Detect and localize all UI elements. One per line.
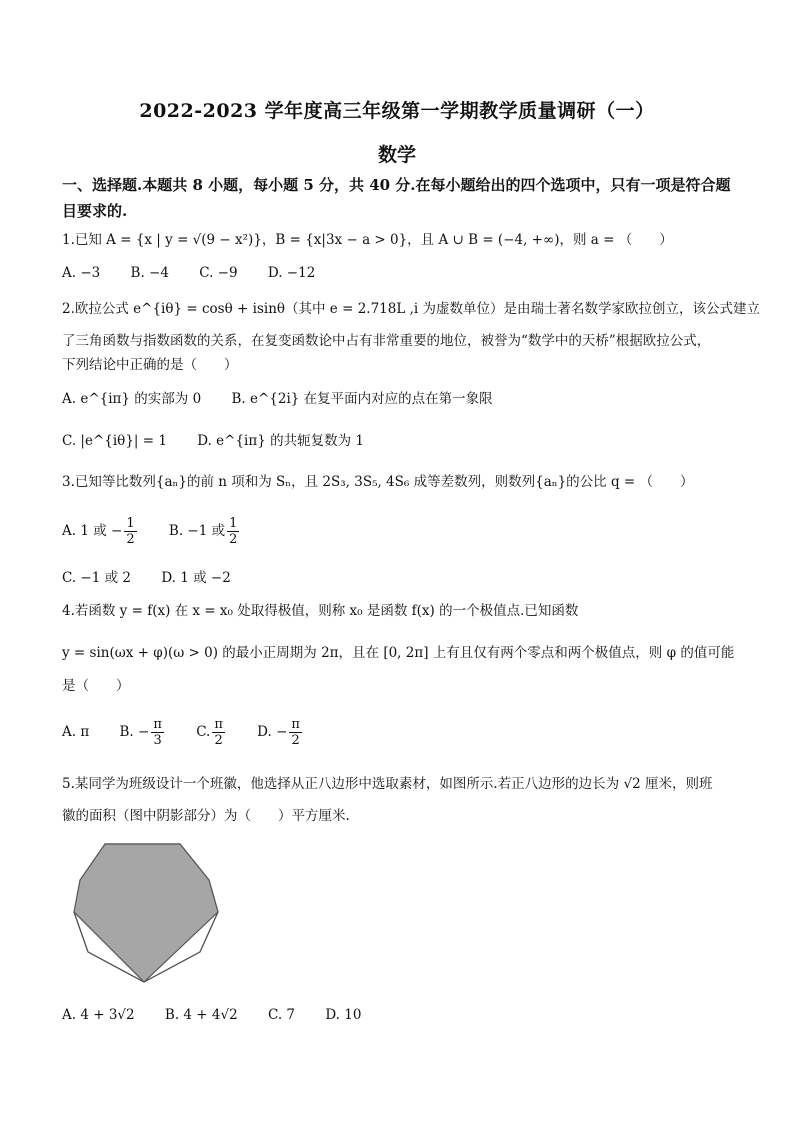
q2-options-row1 [62, 388, 519, 410]
fraction-half [227, 516, 239, 547]
q5-option-b: B. 4 + 4√2 [164, 1007, 238, 1023]
q3-option-b-prefix: B. −1 或 [168, 523, 226, 539]
frac-num: π [153, 717, 162, 732]
q5-option-a: A. 4 + 3√2 [62, 1007, 135, 1023]
q3-stem: 3.已知等比数列{aₙ}的前 n 项和为 Sₙ，且 2S₃, 3S₅, 4S₆ 成等差数列，则数列{aₙ}的公比 q = （ ） [62, 474, 694, 490]
q3-option-d: D. 1 或 −2 [161, 570, 231, 586]
q1-option-b: B. −4 [130, 265, 169, 281]
q1-option-d: D. −12 [267, 265, 316, 281]
q1-options [62, 262, 341, 284]
q3-option-a [62, 516, 139, 547]
q4-option-a: A. π [62, 724, 90, 740]
frac-den: 3 [153, 733, 162, 748]
q4-option-d [257, 717, 304, 748]
frac-den: 2 [291, 733, 300, 748]
q5-stem-line1: 5.某同学为班级设计一个班徽，他选择从正八边形中选取素材，如图所示.若正八边形的边长为 √2 厘米，则班 [62, 776, 713, 792]
shaded-region [74, 844, 218, 982]
q1-option-a: A. −3 [62, 265, 101, 281]
q5-stem-line2: 徽的面积（图中阴影部分）为（ ）平方厘米. [62, 808, 350, 824]
q4-option-b-prefix: B. − [119, 724, 150, 740]
q4-stem-line3: 是（ ） [62, 678, 130, 694]
frac-den: 2 [126, 532, 135, 547]
octagon-figure [66, 838, 226, 988]
q3-options-row2 [62, 567, 257, 589]
q4-option-b [120, 717, 166, 748]
q4-options [62, 717, 330, 748]
q1-stem: 1.已知 A = {x | y = √(9 − x²)}，B = {x|3x − a > 0}，且 A ∪ B = (−4, +∞)，则 a = （ ） [62, 232, 673, 248]
fraction-pi-3 [151, 717, 164, 748]
exam-title: 2022-2023 学年度高三年级第一学期教学质量调研（一） [139, 100, 655, 122]
q2-option-c: C. |e^{iθ}| = 1 [62, 433, 167, 449]
q5-option-d: D. 10 [325, 1007, 362, 1023]
fraction-half [124, 516, 136, 547]
fraction-pi-2 [289, 717, 302, 748]
section-heading: 一、选择题.本题共 8 小题，每小题 5 分，共 40 分.在每小题给出的四个选项中，只有一项是符合题目要求的. [62, 176, 731, 220]
frac-den: 2 [229, 532, 238, 547]
q2-stem-line2: 了三角函数与指数函数的关系，在复变函数论中占有非常重要的地位，被誉为“数学中的天桥”根据欧拉公式， [62, 333, 711, 349]
q2-option-d: D. e^{iπ} 的共轭复数为 1 [197, 433, 365, 449]
q4-option-c-prefix: C. [196, 724, 211, 740]
frac-num: 1 [229, 516, 238, 531]
frac-num: π [291, 717, 300, 732]
q2-option-b: B. e^{2i} 在复平面内对应的点在第一象限 [231, 391, 493, 407]
frac-num: 1 [126, 516, 135, 531]
q5-options [62, 1004, 387, 1026]
q5-option-c: C. 7 [267, 1007, 296, 1023]
frac-num: π [214, 717, 223, 732]
frac-den: 2 [214, 733, 223, 748]
q3-option-a-prefix: A. 1 或 − [62, 523, 123, 539]
q2-options-row2 [62, 430, 390, 452]
q2-stem-line1: 2.欧拉公式 e^{iθ} = cosθ + isinθ（其中 e = 2.718L ,i 为虚数单位）是由瑞士著名数学家欧拉创立，该公式建立 [62, 301, 760, 317]
q3-option-b [169, 516, 241, 547]
q4-stem-line2: y = sin(ωx + φ)(ω > 0) 的最小正周期为 2π，且在 [0, 2π] 上有且仅有两个零点和两个极值点，则 φ 的值可能 [62, 645, 735, 661]
q3-options-row1 [62, 516, 267, 547]
q3-option-c: C. −1 或 2 [62, 570, 132, 586]
fraction-pi-2 [212, 717, 225, 748]
q4-option-c [196, 717, 227, 748]
q4-stem-line1: 4.若函数 y = f(x) 在 x = x₀ 处取得极值，则称 x₀ 是函数 f(x) 的一个极值点.已知函数 [62, 603, 579, 619]
q1-option-c: C. −9 [199, 265, 238, 281]
subject-title: 数学 [377, 144, 416, 166]
q4-option-d-prefix: D. − [257, 724, 288, 740]
q2-stem-line3: 下列结论中正确的是（ ） [62, 357, 238, 373]
q2-option-a: A. e^{iπ} 的实部为 0 [62, 391, 202, 407]
